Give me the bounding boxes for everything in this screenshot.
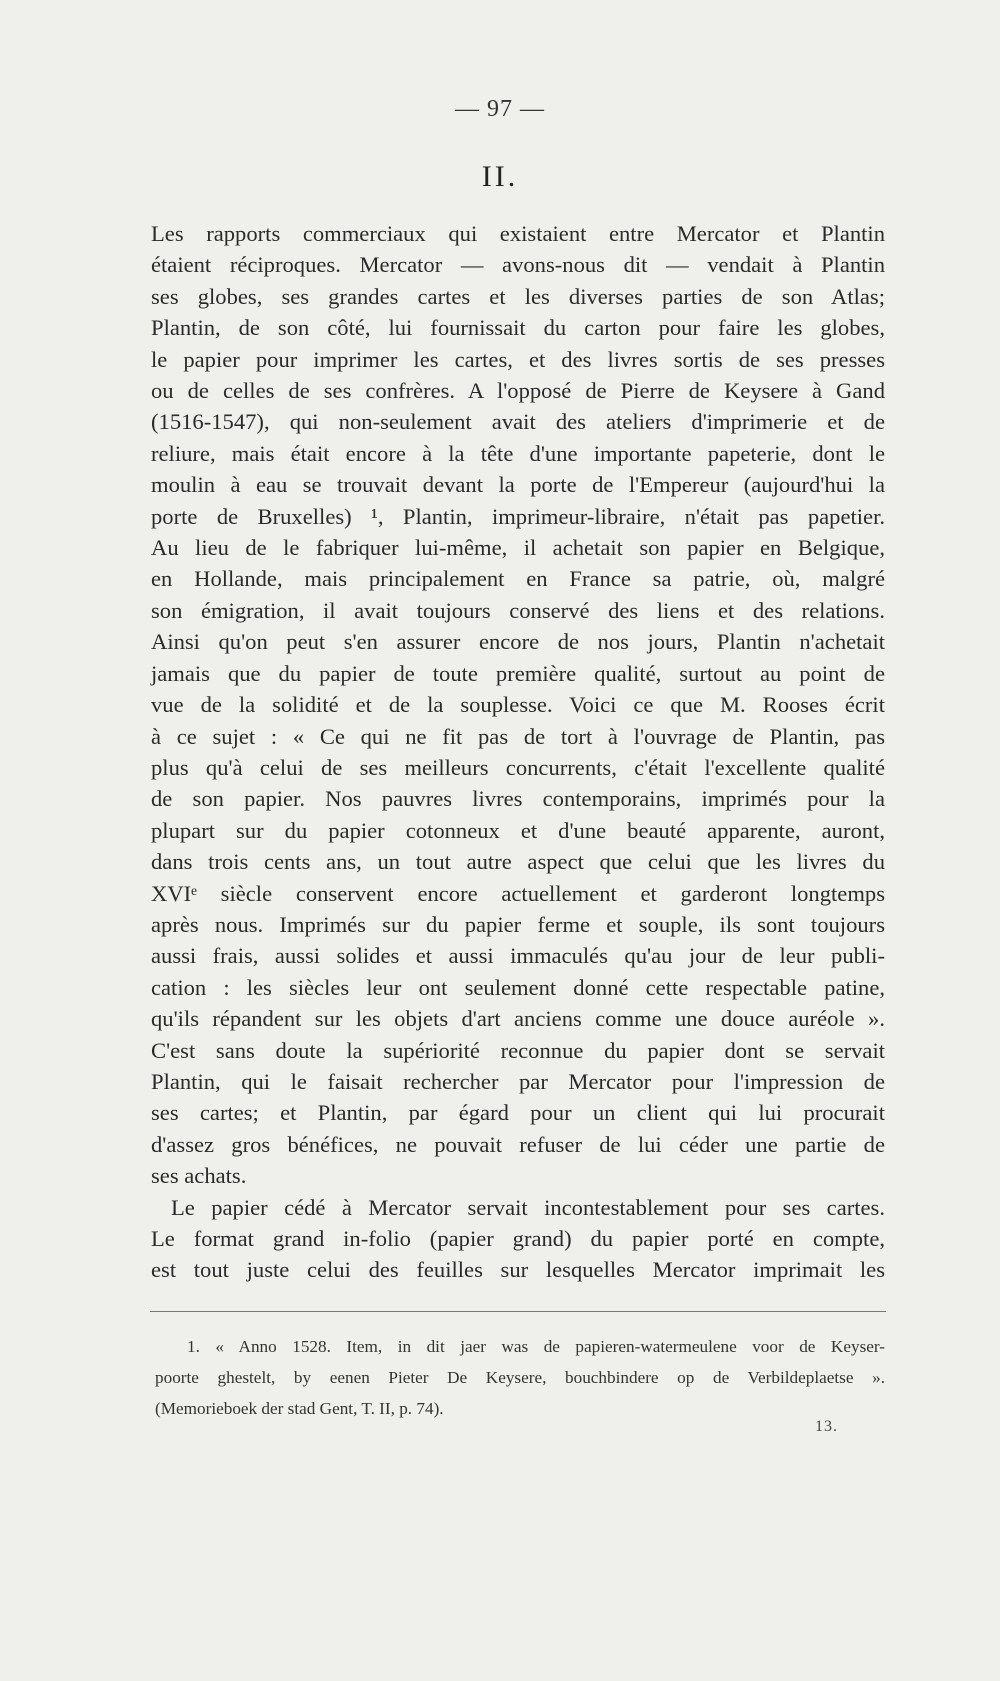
footnote-divider	[150, 1311, 886, 1312]
text-line: jamais que du papier de toute première qualité, surtout au point de	[151, 660, 885, 686]
page-number: — 97 —	[455, 96, 545, 122]
text-line: à ce sujet : « Ce qui ne fit pas de tort à l'ouvrage de Plantin, pas	[151, 723, 885, 749]
text-line: cation : les siècles leur ont seulement donné cette respectable patine,	[151, 974, 885, 1000]
text-line: reliure, mais était encore à la tête d'une importante papeterie, dont le	[151, 440, 885, 466]
text-line: Le papier cédé à Mercator servait incontestablement pour ses cartes.	[171, 1194, 885, 1220]
text-line: ses globes, ses grandes cartes et les diverses parties de son Atlas;	[151, 283, 885, 309]
text-line: étaient réciproques. Mercator — avons-nous dit — vendait à Plantin	[151, 252, 885, 278]
text-line: le papier pour imprimer les cartes, et des livres sortis de ses presses	[151, 346, 885, 372]
text-line: son émigration, il avait toujours conservé des liens et des relations.	[151, 597, 885, 623]
text-line: vue de la solidité et de la souplesse. Voici ce que M. Rooses écrit	[151, 692, 885, 718]
footnote-line: 1. « Anno 1528. Item, in dit jaer was de papieren-watermeulene voor de Keyser-	[187, 1337, 885, 1356]
text-line: Plantin, de son côté, lui fournissait du carton pour faire les globes,	[151, 315, 885, 341]
text-line: porte de Bruxelles) ¹, Plantin, imprimeur-libraire, n'était pas papetier.	[151, 503, 885, 529]
footnote-line: (Memorieboek der stad Gent, T. II, p. 74).	[155, 1399, 444, 1418]
text-line: Au lieu de le fabriquer lui-même, il achetait son papier en Belgique,	[151, 535, 885, 561]
text-line: d'assez gros bénéfices, ne pouvait refuser de lui céder une partie de	[151, 1131, 885, 1157]
text-line: plus qu'à celui de ses meilleurs concurrents, c'était l'excellente qualité	[151, 754, 885, 780]
body-text	[151, 218, 885, 1286]
text-line: est tout juste celui des feuilles sur lesquelles Mercator imprimait les	[151, 1257, 885, 1283]
text-line: moulin à eau se trouvait devant la porte de l'Empereur (aujourd'hui la	[151, 472, 885, 498]
text-line: Le format grand in-folio (papier grand) du papier porté en compte,	[151, 1226, 885, 1251]
text-line: ou de celles de ses confrères. A l'opposé de Pierre de Keysere à Gand	[151, 378, 885, 404]
text-line: en Hollande, mais principalement en France sa patrie, où, malgré	[151, 566, 885, 592]
text-line: ses achats.	[151, 1163, 247, 1189]
footnotes	[155, 1331, 885, 1424]
text-line: plupart sur du papier cotonneux et d'une beauté apparente, auront,	[151, 817, 885, 843]
text-line: Ainsi qu'on peut s'en assurer encore de nos jours, Plantin n'achetait	[151, 629, 885, 655]
text-line: de son papier. Nos pauvres livres contemporains, imprimés pour la	[151, 786, 885, 812]
text-line: après nous. Imprimés sur du papier ferme et souple, ils sont toujours	[151, 911, 885, 937]
text-line: XVIᵉ siècle conservent encore actuellement et garderont longtemps	[151, 880, 885, 906]
footnote-line: poorte ghestelt, by eenen Pieter De Keysere, bouchbindere op de Verbildeplaetse ».	[155, 1368, 885, 1387]
text-line: Plantin, qui le faisait rechercher par Mercator pour l'impression de	[151, 1068, 885, 1094]
text-line: dans trois cents ans, un tout autre aspect que celui que les livres du	[151, 849, 885, 875]
text-line: aussi frais, aussi solides et aussi immaculés qu'au jour de leur publi-	[151, 943, 885, 969]
text-line: ses cartes; et Plantin, par égard pour un client qui lui procurait	[151, 1100, 885, 1126]
text-line: qu'ils répandent sur les objets d'art anciens comme une douce auréole ».	[151, 1006, 885, 1032]
text-line: Les rapports commerciaux qui existaient entre Mercator et Plantin	[151, 221, 885, 246]
text-line: (1516-1547), qui non-seulement avait des ateliers d'imprimerie et de	[151, 409, 885, 435]
signature-mark: 13.	[815, 1418, 838, 1435]
section-heading: II.	[481, 160, 519, 193]
text-line: C'est sans doute la supériorité reconnue du papier dont se servait	[151, 1037, 885, 1063]
